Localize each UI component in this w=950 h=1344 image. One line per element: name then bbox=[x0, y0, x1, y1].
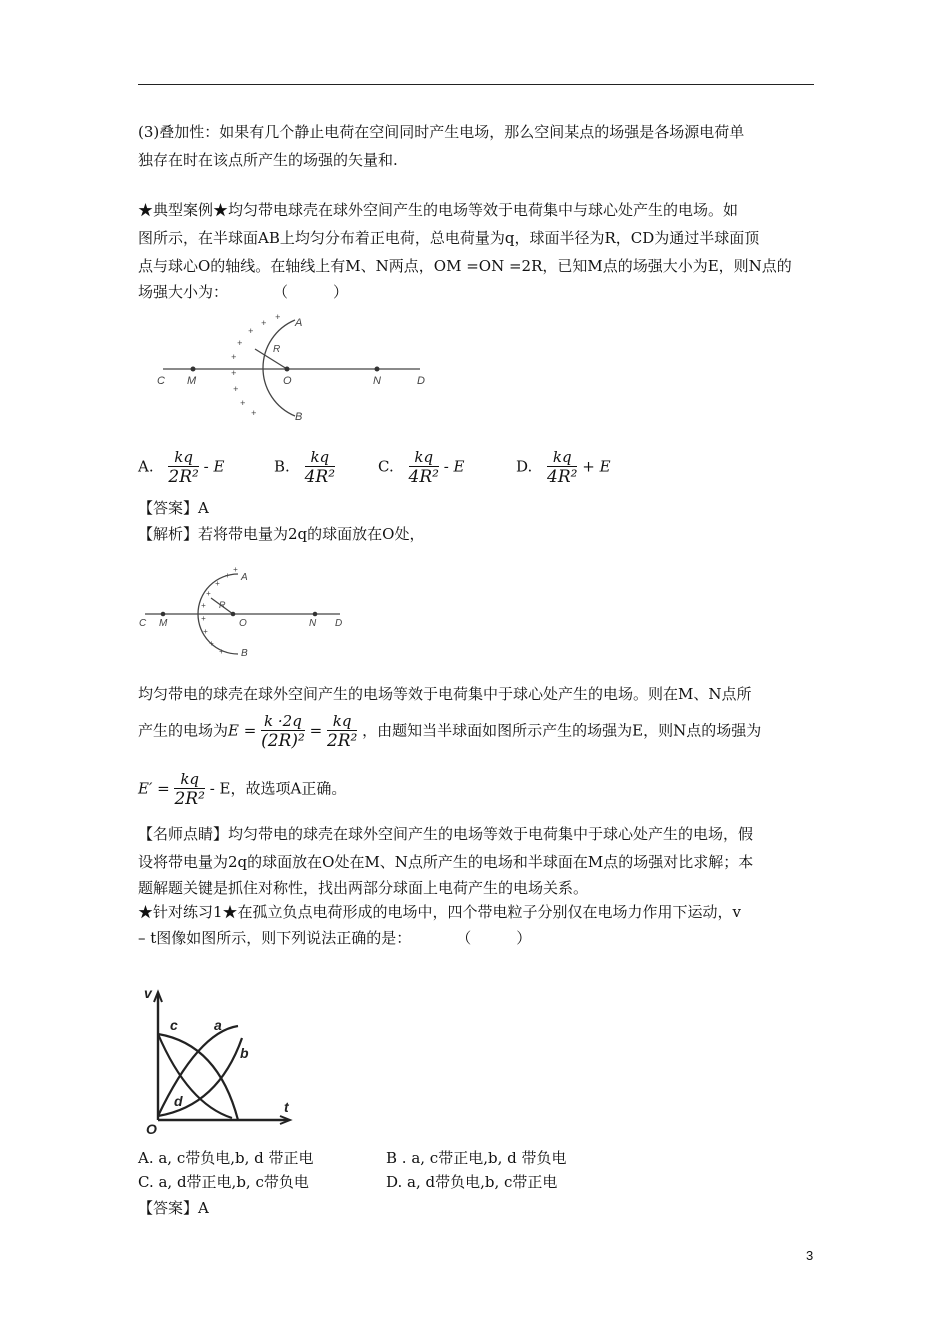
example-line4: 场强大小为： （ ） bbox=[138, 283, 349, 301]
formula-num1: k ·2q bbox=[261, 712, 305, 731]
svg-text:+: + bbox=[275, 312, 281, 322]
analysis-line3-post: ，由题知当半球面如图所示产生的场强为E，则N点的场强为 bbox=[362, 721, 762, 740]
tip-line3: 题解题关键是抓住对称性，找出两部分球面上电荷产生的电场关系。 bbox=[138, 879, 589, 897]
option-d-letter: D. bbox=[516, 457, 533, 476]
option-a bbox=[138, 448, 224, 487]
svg-text:+: + bbox=[233, 384, 239, 394]
option-b bbox=[274, 448, 335, 487]
option-a-den: 2R² bbox=[168, 467, 199, 487]
svg-text:+: + bbox=[240, 398, 246, 408]
figure-hemisphere-2 bbox=[135, 566, 355, 662]
analysis-line4-post: - E，故选项A正确。 bbox=[209, 779, 347, 798]
fig1-label-d: D bbox=[417, 375, 425, 387]
fig1-label-r: R bbox=[273, 344, 281, 355]
example-line2: 图所示，在半球面AB上均匀分布着正电荷，总电荷量为q，球面半径为R，CD为通过半球面顶 bbox=[138, 229, 760, 247]
formula-den2: 2R² bbox=[326, 731, 358, 751]
option-a-letter: A. bbox=[138, 457, 154, 476]
fig1-label-c: C bbox=[157, 375, 165, 387]
formula-num2: kq bbox=[327, 712, 357, 731]
answer-2: 【答案】A bbox=[138, 1199, 209, 1217]
example-line1: ★典型案例★均匀带电球壳在球外空间产生的电场等效于电荷集中与球心处产生的电场。如 bbox=[138, 201, 739, 219]
svg-text:+: + bbox=[231, 368, 237, 378]
figure-hemisphere-1 bbox=[155, 312, 435, 432]
practice-line2: – t图像如图所示，则下列说法正确的是： （ ） bbox=[138, 929, 532, 947]
svg-text:+: + bbox=[203, 627, 208, 636]
tip-line1: 【名师点睛】均匀带电的球壳在球外空间产生的电场等效于电荷集中于球心处产生的电场，假 bbox=[138, 825, 754, 843]
formula-eprime-lhs: E′ = bbox=[138, 779, 170, 798]
graph-label-o: O bbox=[146, 1121, 157, 1136]
svg-text:+: + bbox=[251, 408, 257, 418]
svg-text:+: + bbox=[248, 326, 254, 336]
example-line3: 点与球心O的轴线。在轴线上有M、N两点，OM =ON =2R，已知M点的场强大小为E，则N点的 bbox=[138, 257, 792, 275]
fig2-label-o: O bbox=[239, 618, 247, 629]
svg-text:+: + bbox=[237, 338, 243, 348]
fig1-label-o: O bbox=[283, 375, 292, 387]
option-d-den: 4R² bbox=[547, 467, 578, 487]
svg-text:+: + bbox=[219, 647, 224, 656]
fig2-label-b: B bbox=[241, 648, 248, 659]
option-d-num: kq bbox=[547, 448, 577, 467]
option-d bbox=[516, 448, 611, 487]
option-c-letter: C. bbox=[378, 457, 394, 476]
option-c-den: 4R² bbox=[408, 467, 439, 487]
figure-vt-graph bbox=[140, 984, 300, 1136]
svg-text:+: + bbox=[225, 571, 230, 580]
graph-label-d: d bbox=[174, 1093, 183, 1109]
fig1-label-b: B bbox=[295, 411, 303, 423]
formula-e-lhs: E = bbox=[228, 721, 257, 740]
graph-label-v: v bbox=[144, 985, 152, 1001]
answer-1: 【答案】A bbox=[138, 499, 209, 517]
page-number: 3 bbox=[806, 1248, 814, 1263]
svg-text:+: + bbox=[231, 352, 237, 362]
formula-eq: = bbox=[309, 721, 323, 740]
fig2-label-r: R bbox=[219, 600, 226, 610]
fig2-label-m: M bbox=[159, 618, 168, 629]
analysis-line2: 均匀带电的球壳在球外空间产生的电场等效于电荷集中于球心处产生的电场。则在M、N点所 bbox=[138, 685, 752, 703]
graph-label-a: a bbox=[214, 1017, 222, 1033]
fig2-label-n: N bbox=[309, 618, 317, 629]
fig2-label-d: D bbox=[335, 618, 343, 629]
option-c-num: kq bbox=[409, 448, 439, 467]
analysis-line1: 【解析】若将带电量为2q的球面放在O处， bbox=[138, 525, 425, 543]
option-b-num: kq bbox=[305, 448, 335, 467]
option-d-tail: + E bbox=[582, 457, 611, 476]
fig1-label-a: A bbox=[295, 317, 303, 329]
analysis-line3 bbox=[138, 712, 761, 751]
tip-line2: 设将带电量为2q的球面放在O处在M、N点所产生的电场和半球面在M点的场强对比求解；本 bbox=[138, 853, 754, 871]
fig1-label-m: M bbox=[187, 375, 197, 387]
svg-text:+: + bbox=[233, 566, 238, 574]
fig2-label-c: C bbox=[139, 618, 147, 629]
choice-b: B . a, c带正电,b, d 带负电 bbox=[386, 1149, 567, 1167]
analysis-line3-pre: 产生的电场为 bbox=[138, 721, 229, 740]
choice-d: D. a, d带负电,b, c带正电 bbox=[386, 1173, 558, 1191]
svg-text:+: + bbox=[209, 639, 214, 648]
para3-line2: 独存在时在该点所产生的场强的矢量和. bbox=[138, 151, 398, 169]
analysis-line4 bbox=[138, 770, 346, 809]
svg-text:+: + bbox=[201, 601, 206, 610]
option-c bbox=[378, 448, 465, 487]
option-a-num: kq bbox=[168, 448, 198, 467]
graph-label-t: t bbox=[284, 1099, 289, 1115]
svg-text:+: + bbox=[201, 614, 206, 623]
choice-c: C. a, d带正电,b, c带负电 bbox=[138, 1173, 309, 1191]
formula-num3: kq bbox=[174, 770, 204, 789]
option-c-tail: - E bbox=[443, 457, 465, 476]
svg-text:+: + bbox=[215, 579, 220, 588]
fig2-label-a: A bbox=[241, 572, 248, 583]
graph-label-c: c bbox=[170, 1017, 178, 1033]
option-b-den: 4R² bbox=[304, 467, 336, 487]
svg-text:+: + bbox=[206, 589, 211, 598]
formula-den3: 2R² bbox=[174, 789, 205, 809]
graph-label-b: b bbox=[240, 1045, 249, 1061]
header-rule bbox=[138, 84, 814, 85]
fig1-label-n: N bbox=[373, 375, 381, 387]
option-a-tail: - E bbox=[203, 457, 225, 476]
option-b-letter: B. bbox=[274, 457, 290, 476]
formula-den1: (2R)² bbox=[261, 731, 305, 751]
choice-a: A. a, c带负电,b, d 带正电 bbox=[138, 1149, 314, 1167]
para3-line1: (3)叠加性：如果有几个静止电荷在空间同时产生电场，那么空间某点的场强是各场源电荷单 bbox=[138, 123, 745, 141]
svg-text:+: + bbox=[261, 318, 267, 328]
practice-line1: ★针对练习1★在孤立负点电荷形成的电场中，四个带电粒子分别仅在电场力作用下运动，v bbox=[138, 903, 742, 921]
